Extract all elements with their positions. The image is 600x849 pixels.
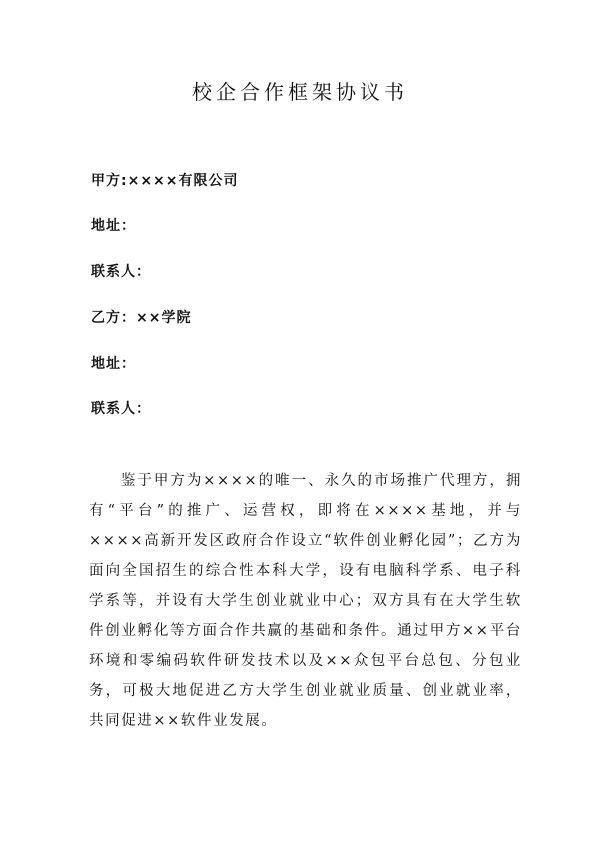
party-a-name: 甲方:××××有限公司 bbox=[91, 173, 239, 189]
party-b-contact-label: 联系人： bbox=[91, 401, 151, 417]
party-b-name: 乙方：××学院 bbox=[91, 310, 192, 326]
party-a-address-label: 地址： bbox=[91, 218, 136, 234]
document-title: 校企合作框架协议书 bbox=[192, 80, 408, 104]
party-b-address-label: 地址： bbox=[91, 356, 136, 372]
party-a-contact-label: 联系人： bbox=[91, 264, 151, 280]
agreement-body-paragraph: 鉴于甲方为××××的唯一、永久的市场推广代理方，拥有“平台”的推广、运营权，即将在××××基地，并与××××高新开发区政府合作设立“软件创业孵化园”；乙方为面向全国招生的综合性本科大学，设有电脑科学系、电子科学系等，并设有大学生创业就业中心；双方具有在大学生软件创业孵化等方面合作共赢的基础和条件。通过甲方××平台环境和零编码软件研发技术以及××众包平台总包、分包业务，可极大地促进乙方大学生创业就业质量、创业就业率，共同促进××软件业发展。 bbox=[89, 473, 522, 729]
